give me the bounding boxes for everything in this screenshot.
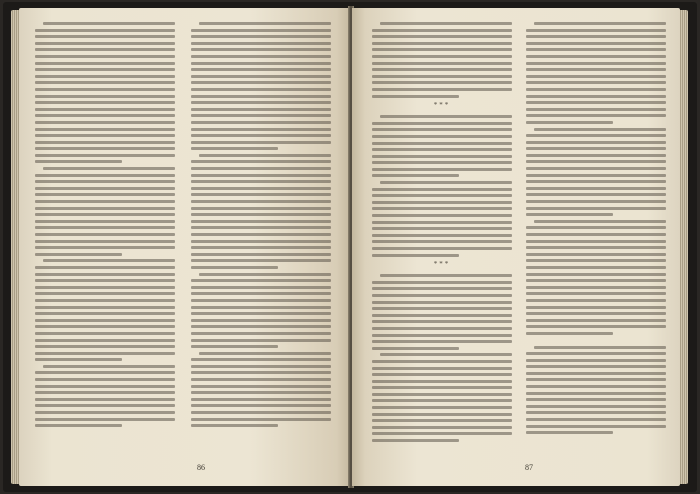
section-break: ***: [433, 101, 451, 110]
text-line: [526, 273, 666, 276]
text-line: [191, 55, 331, 58]
text-line: [191, 180, 331, 183]
left-page-column-2: [191, 22, 331, 454]
text-line: [372, 95, 459, 98]
text-line: [35, 134, 175, 137]
text-line: [372, 287, 512, 290]
text-line: [534, 22, 666, 25]
text-line: [372, 393, 512, 396]
text-line: [35, 35, 175, 38]
text-line: [526, 398, 666, 401]
text-line: [35, 42, 175, 45]
text-line: [526, 425, 666, 428]
text-line: [372, 122, 512, 125]
text-line: [372, 214, 512, 217]
text-line: [372, 419, 512, 422]
text-line: [526, 378, 666, 381]
text-line: [191, 404, 331, 407]
text-line: [191, 220, 331, 223]
text-line: [526, 431, 613, 434]
text-line: [372, 307, 512, 310]
text-line: [526, 253, 666, 256]
text-line: [526, 200, 666, 203]
text-line: [35, 279, 175, 282]
text-line: [191, 121, 331, 124]
text-line: [372, 35, 512, 38]
text-line: [191, 213, 331, 216]
text-line: [191, 424, 278, 427]
text-line: [380, 115, 512, 118]
paragraph-gap: [526, 339, 666, 346]
text-line: [35, 75, 175, 78]
text-line: [380, 181, 512, 184]
text-line: [372, 42, 512, 45]
text-line: [35, 240, 175, 243]
text-line: [191, 233, 331, 236]
text-line: [380, 22, 512, 25]
text-line: [35, 48, 175, 51]
text-line: [35, 233, 175, 236]
text-line: [35, 345, 175, 348]
text-line: [372, 380, 512, 383]
text-line: [526, 207, 666, 210]
text-line: [526, 180, 666, 183]
text-line: [526, 134, 666, 137]
text-line: [191, 193, 331, 196]
text-line: [372, 399, 512, 402]
text-line: [526, 240, 666, 243]
text-line: [191, 371, 331, 374]
text-line: [191, 391, 331, 394]
text-line: [35, 95, 175, 98]
text-line: [35, 55, 175, 58]
text-line: [191, 141, 331, 144]
text-line: [191, 365, 331, 368]
text-line: [372, 247, 512, 250]
text-line: [191, 35, 331, 38]
text-line: [191, 246, 331, 249]
text-line: [35, 68, 175, 71]
text-line: [35, 121, 175, 124]
text-line: [526, 174, 666, 177]
text-line: [526, 213, 613, 216]
text-line: [191, 385, 331, 388]
text-line: [191, 88, 331, 91]
text-line: [526, 114, 666, 117]
text-line: [35, 266, 175, 269]
text-line: [372, 360, 512, 363]
text-line: [35, 292, 175, 295]
text-line: [191, 62, 331, 65]
text-line: [372, 75, 512, 78]
text-line: [191, 81, 331, 84]
text-line: [526, 279, 666, 282]
text-line: [35, 404, 175, 407]
text-line: [526, 385, 666, 388]
text-line: [526, 259, 666, 262]
text-line: [372, 347, 459, 350]
text-line: [372, 373, 512, 376]
text-line: [191, 114, 331, 117]
text-line: [526, 226, 666, 229]
text-line: [191, 174, 331, 177]
text-line: [526, 418, 666, 421]
text-line: [372, 320, 512, 323]
text-line: [35, 101, 175, 104]
text-line: [526, 193, 666, 196]
right-page-column-2: [526, 22, 666, 454]
text-line: [191, 418, 331, 421]
text-line: [199, 273, 331, 276]
text-line: [35, 378, 175, 381]
text-line: [526, 95, 666, 98]
text-line: [191, 292, 331, 295]
text-line: [372, 426, 512, 429]
text-line: [526, 405, 666, 408]
text-line: [199, 22, 331, 25]
text-line: [35, 352, 175, 355]
text-line: [526, 48, 666, 51]
text-line: [526, 29, 666, 32]
text-line: [526, 167, 666, 170]
text-line: [191, 378, 331, 381]
text-line: [35, 273, 175, 276]
text-line: [372, 48, 512, 51]
text-line: [372, 227, 512, 230]
text-line: [526, 62, 666, 65]
text-line: [191, 411, 331, 414]
text-line: [35, 339, 175, 342]
text-line: [35, 147, 175, 150]
text-line: [191, 226, 331, 229]
text-line: [43, 365, 175, 368]
text-line: [43, 259, 175, 262]
text-line: [372, 168, 512, 171]
text-line: [372, 281, 512, 284]
text-line: [191, 299, 331, 302]
text-line: [35, 418, 175, 421]
text-line: [191, 306, 331, 309]
text-line: [372, 62, 512, 65]
text-line: [43, 22, 175, 25]
text-line: [35, 246, 175, 249]
text-line: [380, 274, 512, 277]
text-line: [526, 266, 666, 269]
text-line: [35, 174, 175, 177]
text-line: [526, 187, 666, 190]
text-line: [35, 411, 175, 414]
text-line: [372, 88, 512, 91]
text-line: [526, 332, 613, 335]
text-line: [372, 142, 512, 145]
text-line: [35, 325, 175, 328]
text-line: [372, 367, 512, 370]
text-line: [372, 155, 512, 158]
text-line: [526, 108, 666, 111]
text-line: [191, 325, 331, 328]
text-line: [35, 332, 175, 335]
text-line: [35, 81, 175, 84]
text-line: [372, 327, 512, 330]
text-line: [191, 339, 331, 342]
text-line: [372, 174, 459, 177]
text-line: [372, 386, 512, 389]
text-line: [526, 42, 666, 45]
text-line: [191, 253, 331, 256]
text-line: [526, 75, 666, 78]
text-line: [191, 75, 331, 78]
section-break: ***: [433, 260, 451, 269]
text-line: [526, 154, 666, 157]
text-line: [526, 147, 666, 150]
text-line: [372, 29, 512, 32]
text-line: [526, 352, 666, 355]
text-line: [372, 413, 512, 416]
text-line: [372, 188, 512, 191]
text-line: [372, 240, 512, 243]
page-number-left: 86: [197, 463, 205, 472]
text-line: [526, 392, 666, 395]
text-line: [191, 332, 331, 335]
right-page-column-1: [372, 22, 512, 454]
text-line: [526, 246, 666, 249]
text-line: [35, 391, 175, 394]
text-line: [526, 286, 666, 289]
right-page: [352, 8, 680, 486]
text-line: [372, 81, 512, 84]
text-line: [35, 207, 175, 210]
text-line: [191, 160, 331, 163]
text-line: [526, 160, 666, 163]
text-line: [35, 226, 175, 229]
text-line: [526, 365, 666, 368]
text-line: [191, 345, 278, 348]
page-edges-right: [679, 10, 688, 484]
text-line: [35, 108, 175, 111]
text-line: [372, 432, 512, 435]
text-line: [191, 200, 331, 203]
text-line: [191, 147, 278, 150]
text-line: [372, 194, 512, 197]
text-line: [526, 141, 666, 144]
text-line: [35, 180, 175, 183]
text-line: [526, 411, 666, 414]
left-page-column-1: [35, 22, 175, 454]
text-line: [35, 154, 175, 157]
text-line: [526, 312, 666, 315]
text-line: [526, 292, 666, 295]
text-line: [191, 42, 331, 45]
text-line: [534, 128, 666, 131]
text-line: [526, 233, 666, 236]
text-line: [372, 68, 512, 71]
text-line: [35, 29, 175, 32]
text-line: [35, 286, 175, 289]
text-line: [35, 193, 175, 196]
text-line: [191, 48, 331, 51]
text-line: [191, 358, 331, 361]
text-line: [35, 62, 175, 65]
text-line: [191, 134, 331, 137]
page-number-right: 87: [525, 463, 533, 472]
text-line: [526, 306, 666, 309]
text-line: [35, 253, 122, 256]
text-line: [372, 207, 512, 210]
text-line: [35, 424, 122, 427]
text-line: [35, 398, 175, 401]
text-line: [526, 121, 613, 124]
text-line: [191, 29, 331, 32]
text-line: [191, 207, 331, 210]
text-line: [372, 201, 512, 204]
text-line: [191, 398, 331, 401]
text-line: [372, 221, 512, 224]
text-line: [191, 259, 331, 262]
text-line: [191, 128, 331, 131]
text-line: [191, 167, 331, 170]
text-line: [35, 200, 175, 203]
text-line: [191, 108, 331, 111]
text-line: [526, 68, 666, 71]
text-line: [372, 161, 512, 164]
text-line: [35, 358, 122, 361]
text-line: [191, 68, 331, 71]
text-line: [35, 371, 175, 374]
text-line: [191, 266, 278, 269]
text-line: [35, 312, 175, 315]
text-line: [35, 299, 175, 302]
text-line: [191, 101, 331, 104]
text-line: [35, 114, 175, 117]
text-line: [526, 55, 666, 58]
text-line: [526, 325, 666, 328]
open-book: [3, 2, 697, 492]
text-line: [191, 240, 331, 243]
text-line: [372, 55, 512, 58]
text-line: [191, 95, 331, 98]
text-line: [199, 154, 331, 157]
text-line: [534, 220, 666, 223]
text-line: [372, 148, 512, 151]
text-line: [191, 319, 331, 322]
text-line: [372, 294, 512, 297]
text-line: [199, 352, 331, 355]
text-line: [526, 81, 666, 84]
text-line: [372, 334, 512, 337]
left-page: [19, 8, 350, 486]
text-line: [35, 88, 175, 91]
text-line: [372, 254, 459, 257]
text-line: [191, 286, 331, 289]
text-line: [35, 213, 175, 216]
text-line: [191, 187, 331, 190]
text-line: [526, 88, 666, 91]
text-line: [35, 385, 175, 388]
text-line: [380, 353, 512, 356]
text-line: [35, 187, 175, 190]
text-line: [372, 406, 512, 409]
text-line: [526, 319, 666, 322]
text-line: [534, 346, 666, 349]
text-line: [526, 372, 666, 375]
text-line: [372, 234, 512, 237]
text-line: [35, 141, 175, 144]
text-line: [526, 359, 666, 362]
text-line: [191, 279, 331, 282]
text-line: [372, 135, 512, 138]
text-line: [526, 35, 666, 38]
text-line: [526, 101, 666, 104]
text-line: [35, 220, 175, 223]
text-line: [372, 301, 512, 304]
text-line: [35, 160, 122, 163]
text-line: [35, 306, 175, 309]
text-line: [191, 312, 331, 315]
text-line: [372, 439, 459, 442]
text-line: [43, 167, 175, 170]
text-line: [372, 340, 512, 343]
text-line: [35, 319, 175, 322]
text-line: [35, 128, 175, 131]
text-line: [372, 314, 512, 317]
text-line: [372, 128, 512, 131]
text-line: [526, 299, 666, 302]
